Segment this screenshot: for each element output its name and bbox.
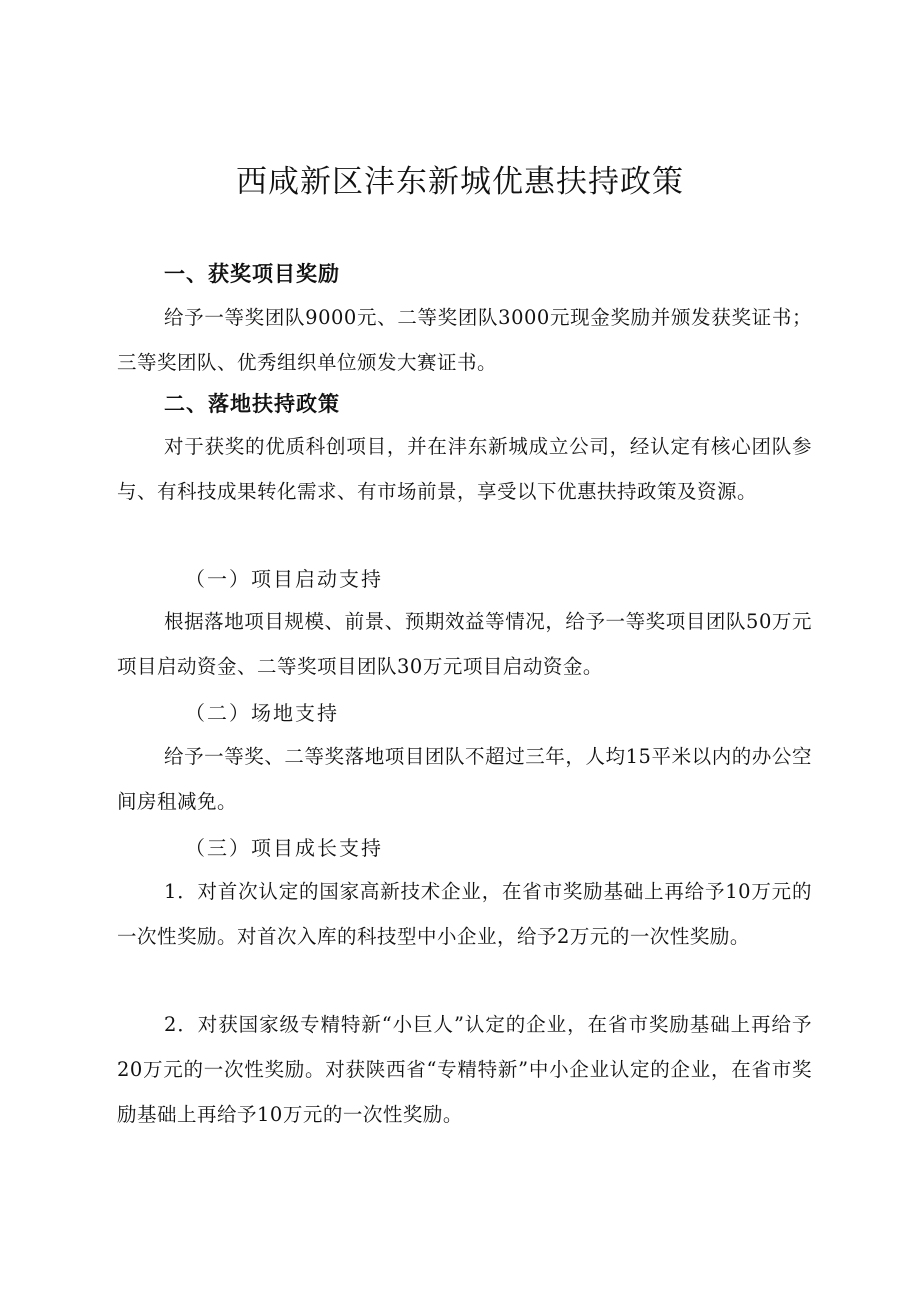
section-heading-awards: 一、获奖项目奖励 (164, 262, 340, 286)
document-title: 西咸新区沣东新城优惠扶持政策 (236, 164, 684, 200)
paragraph-awards: 给予一等奖团队9000元、二等奖团队3000元现金奖励并颁发获奖证书；三等奖团队、优秀组织单位颁发大赛证书。 (117, 306, 812, 374)
paragraph-growth-2: 2．对获国家级专精特新“小巨人”认定的企业，在省市奖励基础上再给予20万元的一次性奖励。对获陕西省“专精特新”中小企业认定的企业，在省市奖励基础上再给予10万元的一次性奖励。 (117, 1013, 812, 1126)
subsection-heading-venue: （二）场地支持 (185, 701, 339, 725)
section-heading-landing-support: 二、落地扶持政策 (164, 392, 340, 416)
subsection-heading-growth: （三）项目成长支持 (185, 836, 383, 860)
subsection-heading-startup: （一）项目启动支持 (185, 567, 383, 591)
paragraph-growth-1: 1．对首次认定的国家高新技术企业，在省市奖励基础上再给予10万元的一次性奖励。对首次入库的科技型中小企业，给予2万元的一次性奖励。 (117, 880, 812, 948)
paragraph-venue: 给予一等奖、二等奖落地项目团队不超过三年，人均15平米以内的办公空间房租减免。 (117, 745, 812, 813)
paragraph-landing-support: 对于获奖的优质科创项目，并在沣东新城成立公司，经认定有核心团队参与、有科技成果转化需求、有市场前景，享受以下优惠扶持政策及资源。 (117, 435, 812, 503)
paragraph-startup: 根据落地项目规模、前景、预期效益等情况，给予一等奖项目团队50万元项目启动资金、二等奖项目团队30万元项目启动资金。 (117, 610, 812, 678)
